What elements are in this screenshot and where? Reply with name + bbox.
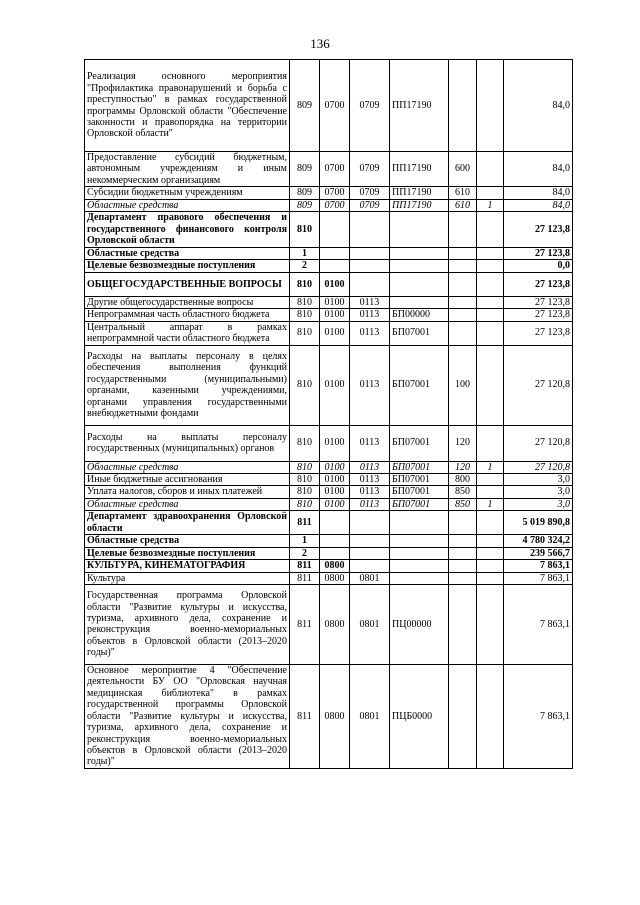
table-row	[85, 345, 573, 425]
cell-expense-type	[449, 584, 477, 664]
cell-expense-type	[449, 572, 477, 584]
cell-subsection: 0709	[350, 152, 390, 187]
cell-grbs: 809	[290, 199, 320, 211]
cell-subsection: 0709	[350, 60, 390, 152]
cell-subsection	[350, 547, 390, 559]
cell-grbs: 810	[290, 272, 320, 296]
cell-grbs: 809	[290, 60, 320, 152]
cell-section	[320, 511, 350, 535]
cell-expense-type: 600	[449, 152, 477, 187]
cell-grbs: 811	[290, 560, 320, 572]
cell-target-article: ПП17190	[390, 199, 449, 211]
cell-section: 0800	[320, 584, 350, 664]
cell-name: Основное мероприятие 4 "Обеспечение деятельности БУ ОО "Орловская научная медицинская библиотека" в рамках государственной программы Орловской области "Развитие культуры и искусства, туризма, архивного дела, сохранение и реконструкция военно-мемориальных объектов в Орловской области (2013–2020 годы)"	[85, 664, 290, 768]
cell-name: Уплата налогов, сборов и иных платежей	[85, 486, 290, 498]
cell-amount: 3,0	[504, 486, 573, 498]
cell-target-article	[390, 547, 449, 559]
cell-target-article	[390, 212, 449, 248]
table-row	[85, 152, 573, 187]
cell-target-article	[390, 260, 449, 272]
cell-subsection: 0113	[350, 474, 390, 486]
table-row	[85, 60, 573, 152]
cell-funding-source	[477, 486, 504, 498]
cell-expense-type	[449, 511, 477, 535]
cell-funding-source: 1	[477, 498, 504, 510]
cell-section	[320, 212, 350, 248]
cell-section	[320, 535, 350, 547]
cell-amount: 7 863,1	[504, 572, 573, 584]
cell-section: 0800	[320, 572, 350, 584]
cell-expense-type: 120	[449, 425, 477, 461]
cell-amount: 27 123,8	[504, 248, 573, 260]
cell-funding-source	[477, 584, 504, 664]
table-row	[85, 321, 573, 345]
cell-expense-type: 120	[449, 461, 477, 473]
cell-section: 0700	[320, 199, 350, 211]
table-row	[85, 309, 573, 321]
cell-amount: 27 123,8	[504, 212, 573, 248]
cell-section: 0700	[320, 60, 350, 152]
cell-target-article: ПП17190	[390, 187, 449, 199]
cell-section: 0100	[320, 474, 350, 486]
cell-expense-type	[449, 560, 477, 572]
cell-target-article	[390, 535, 449, 547]
cell-section: 0100	[320, 272, 350, 296]
cell-name: Департамент здравоохранения Орловской области	[85, 511, 290, 535]
table-row	[85, 486, 573, 498]
cell-section: 0100	[320, 498, 350, 510]
cell-name: Предоставление субсидий бюджетным, автономным учреждениям и иным некоммерческим организациям	[85, 152, 290, 187]
cell-target-article: ПЦБ0000	[390, 664, 449, 768]
cell-name: Центральный аппарат в рамках непрограммной части областного бюджета	[85, 321, 290, 345]
cell-funding-source	[477, 212, 504, 248]
cell-expense-type: 100	[449, 345, 477, 425]
cell-subsection: 0113	[350, 498, 390, 510]
cell-amount: 27 123,8	[504, 296, 573, 308]
cell-funding-source	[477, 152, 504, 187]
table-row	[85, 474, 573, 486]
cell-subsection	[350, 248, 390, 260]
cell-grbs: 810	[290, 461, 320, 473]
cell-grbs: 811	[290, 572, 320, 584]
cell-grbs: 810	[290, 296, 320, 308]
cell-expense-type: 850	[449, 498, 477, 510]
table-row	[85, 535, 573, 547]
cell-funding-source: 1	[477, 199, 504, 211]
cell-expense-type: 610	[449, 187, 477, 199]
cell-funding-source	[477, 345, 504, 425]
cell-subsection: 0801	[350, 584, 390, 664]
cell-subsection: 0113	[350, 486, 390, 498]
cell-grbs: 2	[290, 260, 320, 272]
cell-amount: 4 780 324,2	[504, 535, 573, 547]
cell-funding-source	[477, 425, 504, 461]
cell-target-article	[390, 572, 449, 584]
cell-section	[320, 547, 350, 559]
cell-target-article: БП07001	[390, 486, 449, 498]
cell-subsection: 0709	[350, 187, 390, 199]
cell-amount: 3,0	[504, 498, 573, 510]
cell-subsection: 0113	[350, 309, 390, 321]
cell-grbs: 810	[290, 212, 320, 248]
cell-expense-type	[449, 547, 477, 559]
cell-amount: 0,0	[504, 260, 573, 272]
table-row	[85, 199, 573, 211]
cell-subsection	[350, 260, 390, 272]
cell-expense-type: 610	[449, 199, 477, 211]
cell-grbs: 810	[290, 498, 320, 510]
cell-funding-source	[477, 535, 504, 547]
cell-name: Реализация основного мероприятия "Профилактика правонарушений и борьба с преступностью" в рамках государственной программы Орловской области "Обеспечение законности и правопорядка на территории Орловской области"	[85, 60, 290, 152]
cell-amount: 3,0	[504, 474, 573, 486]
cell-amount: 7 863,1	[504, 560, 573, 572]
cell-grbs: 1	[290, 535, 320, 547]
table-row	[85, 511, 573, 535]
cell-amount: 84,0	[504, 199, 573, 211]
cell-expense-type	[449, 212, 477, 248]
cell-funding-source	[477, 309, 504, 321]
cell-amount: 84,0	[504, 60, 573, 152]
cell-name: Областные средства	[85, 535, 290, 547]
cell-subsection: 0113	[350, 461, 390, 473]
cell-amount: 239 566,7	[504, 547, 573, 559]
table-row	[85, 212, 573, 248]
cell-amount: 84,0	[504, 152, 573, 187]
cell-expense-type	[449, 664, 477, 768]
table-row	[85, 425, 573, 461]
cell-target-article: ПП17190	[390, 60, 449, 152]
cell-section: 0700	[320, 187, 350, 199]
cell-name: Областные средства	[85, 248, 290, 260]
cell-target-article	[390, 248, 449, 260]
cell-amount: 27 123,8	[504, 309, 573, 321]
cell-section	[320, 260, 350, 272]
cell-expense-type: 850	[449, 486, 477, 498]
cell-section	[320, 248, 350, 260]
cell-subsection	[350, 535, 390, 547]
cell-target-article: БП07001	[390, 498, 449, 510]
cell-section: 0800	[320, 664, 350, 768]
cell-name: Областные средства	[85, 461, 290, 473]
cell-subsection	[350, 212, 390, 248]
cell-funding-source	[477, 296, 504, 308]
cell-subsection	[350, 560, 390, 572]
cell-amount: 7 863,1	[504, 584, 573, 664]
cell-subsection: 0801	[350, 572, 390, 584]
cell-target-article	[390, 296, 449, 308]
cell-section: 0700	[320, 152, 350, 187]
budget-table	[84, 59, 573, 769]
cell-target-article: БП07001	[390, 425, 449, 461]
cell-grbs: 810	[290, 474, 320, 486]
cell-funding-source	[477, 560, 504, 572]
cell-funding-source	[477, 474, 504, 486]
cell-grbs: 810	[290, 486, 320, 498]
cell-subsection: 0113	[350, 321, 390, 345]
table-row	[85, 664, 573, 768]
cell-target-article	[390, 511, 449, 535]
cell-name: Департамент правового обеспечения и государственного финансового контроля Орловской области	[85, 212, 290, 248]
cell-expense-type	[449, 321, 477, 345]
cell-target-article	[390, 272, 449, 296]
cell-expense-type	[449, 296, 477, 308]
cell-grbs: 810	[290, 425, 320, 461]
cell-section: 0100	[320, 461, 350, 473]
table-row	[85, 272, 573, 296]
cell-target-article: БП07001	[390, 345, 449, 425]
cell-grbs: 811	[290, 584, 320, 664]
cell-target-article: БП00000	[390, 309, 449, 321]
cell-amount: 27 120,8	[504, 425, 573, 461]
cell-grbs: 810	[290, 321, 320, 345]
cell-subsection	[350, 272, 390, 296]
table-row	[85, 461, 573, 473]
cell-grbs: 811	[290, 511, 320, 535]
cell-amount: 27 123,8	[504, 272, 573, 296]
cell-funding-source	[477, 664, 504, 768]
cell-subsection	[350, 511, 390, 535]
table-row	[85, 498, 573, 510]
cell-funding-source	[477, 572, 504, 584]
cell-grbs: 810	[290, 309, 320, 321]
cell-expense-type	[449, 248, 477, 260]
table-row	[85, 187, 573, 199]
cell-funding-source	[477, 321, 504, 345]
cell-funding-source	[477, 547, 504, 559]
cell-name: Государственная программа Орловской области "Развитие культуры и искусства, туризма, архивного дела, сохранение и реконструкция военно-мемориальных объектов в Орловской области (2013–2020 годы)"	[85, 584, 290, 664]
cell-name: Субсидии бюджетным учреждениям	[85, 187, 290, 199]
cell-expense-type	[449, 260, 477, 272]
cell-expense-type	[449, 272, 477, 296]
cell-name: ОБЩЕГОСУДАРСТВЕННЫЕ ВОПРОСЫ	[85, 272, 290, 296]
cell-section: 0100	[320, 309, 350, 321]
cell-subsection: 0113	[350, 345, 390, 425]
cell-grbs: 811	[290, 664, 320, 768]
cell-target-article: БП07001	[390, 461, 449, 473]
cell-funding-source	[477, 260, 504, 272]
cell-subsection: 0801	[350, 664, 390, 768]
cell-amount: 5 019 890,8	[504, 511, 573, 535]
table-row	[85, 584, 573, 664]
cell-section: 0100	[320, 296, 350, 308]
cell-target-article: ПП17190	[390, 152, 449, 187]
cell-grbs: 809	[290, 187, 320, 199]
cell-funding-source	[477, 187, 504, 199]
cell-funding-source: 1	[477, 461, 504, 473]
cell-name: Целевые безвозмездные поступления	[85, 547, 290, 559]
cell-expense-type: 800	[449, 474, 477, 486]
cell-funding-source	[477, 248, 504, 260]
cell-name: Областные средства	[85, 199, 290, 211]
cell-section: 0100	[320, 425, 350, 461]
cell-expense-type	[449, 60, 477, 152]
cell-name: Расходы на выплаты персоналу в целях обеспечения выполнения функций государственными (муниципальными) органами, казенными учреждениями, органами управления государственными внебюджетными фондами	[85, 345, 290, 425]
table-row	[85, 572, 573, 584]
cell-target-article: ПЦ00000	[390, 584, 449, 664]
cell-name: Расходы на выплаты персоналу государственных (муниципальных) органов	[85, 425, 290, 461]
cell-subsection: 0113	[350, 296, 390, 308]
cell-grbs: 809	[290, 152, 320, 187]
cell-amount: 27 120,8	[504, 345, 573, 425]
table-row	[85, 260, 573, 272]
cell-target-article	[390, 560, 449, 572]
cell-expense-type	[449, 535, 477, 547]
cell-name: Культура	[85, 572, 290, 584]
cell-name: Иные бюджетные ассигнования	[85, 474, 290, 486]
table-row	[85, 547, 573, 559]
cell-name: Непрограммная часть областного бюджета	[85, 309, 290, 321]
cell-target-article: БП07001	[390, 474, 449, 486]
cell-name: КУЛЬТУРА, КИНЕМАТОГРАФИЯ	[85, 560, 290, 572]
cell-target-article: БП07001	[390, 321, 449, 345]
cell-grbs: 2	[290, 547, 320, 559]
cell-funding-source	[477, 60, 504, 152]
cell-expense-type	[449, 309, 477, 321]
cell-funding-source	[477, 511, 504, 535]
table-row	[85, 248, 573, 260]
cell-funding-source	[477, 272, 504, 296]
cell-grbs: 1	[290, 248, 320, 260]
cell-grbs: 810	[290, 345, 320, 425]
cell-amount: 7 863,1	[504, 664, 573, 768]
cell-amount: 27 123,8	[504, 321, 573, 345]
cell-amount: 84,0	[504, 187, 573, 199]
cell-name: Областные средства	[85, 498, 290, 510]
cell-subsection: 0709	[350, 199, 390, 211]
cell-section: 0100	[320, 321, 350, 345]
table-row	[85, 296, 573, 308]
cell-section: 0800	[320, 560, 350, 572]
table-row	[85, 560, 573, 572]
cell-section: 0100	[320, 486, 350, 498]
page-number: 136	[310, 36, 330, 51]
cell-section: 0100	[320, 345, 350, 425]
cell-amount: 27 120,8	[504, 461, 573, 473]
cell-name: Другие общегосударственные вопросы	[85, 296, 290, 308]
cell-name: Целевые безвозмездные поступления	[85, 260, 290, 272]
cell-subsection: 0113	[350, 425, 390, 461]
